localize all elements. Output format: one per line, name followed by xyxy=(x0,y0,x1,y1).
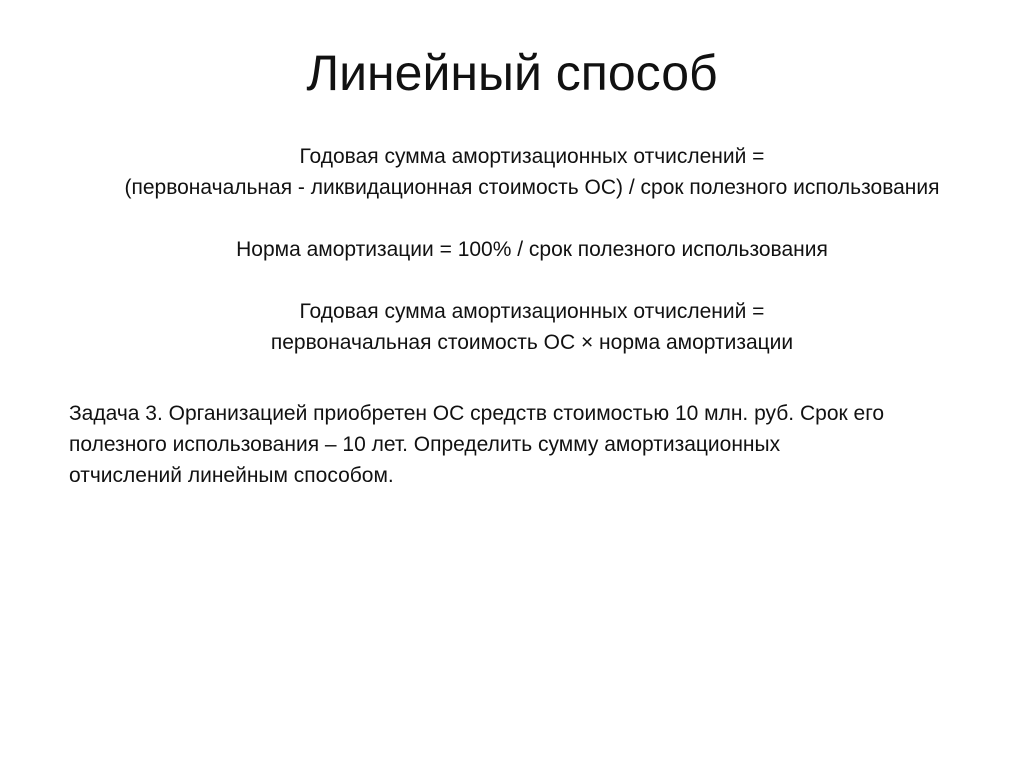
formulas-section xyxy=(40,141,1024,389)
formula-line: Норма амортизации = 100% / срок полезного использования xyxy=(236,238,828,261)
annual-depreciation-formula xyxy=(40,141,1024,203)
annual-depreciation-by-rate-formula xyxy=(40,296,1024,358)
slide-title: Линейный способ xyxy=(306,45,718,101)
formula-line: (первоначальная - ликвидационная стоимость ОС) / срок полезного использования xyxy=(124,176,940,199)
formula-line: Годовая сумма амортизационных отчислений = xyxy=(299,145,765,168)
task-line: полезного использования – 10 лет. Определить сумму амортизационных xyxy=(69,433,781,456)
task-3-paragraph xyxy=(69,398,1009,491)
formula-line: первоначальная стоимость ОС × норма амортизации xyxy=(270,331,794,354)
formula-line: Годовая сумма амортизационных отчислений = xyxy=(299,300,765,323)
task-line: отчислений линейным способом. xyxy=(69,464,394,487)
task-line: Задача 3. Организацией приобретен ОС средств стоимостью 10 млн. руб. Срок его xyxy=(69,402,885,425)
depreciation-rate-formula xyxy=(40,234,1024,265)
